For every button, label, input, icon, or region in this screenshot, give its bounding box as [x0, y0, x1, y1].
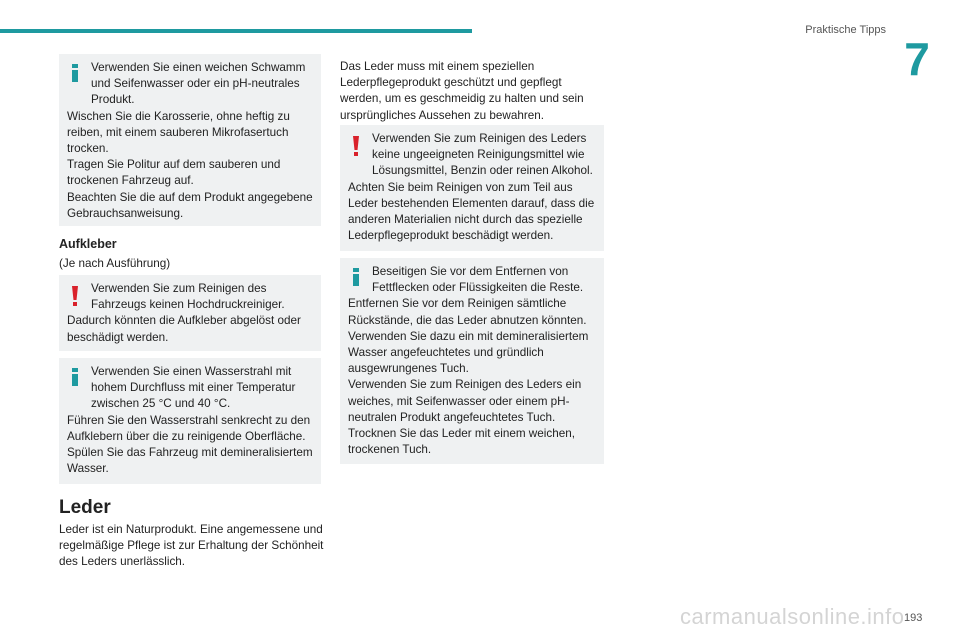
- info-box-line: Spülen Sie das Fahrzeug mit demineralisiertem Wasser.: [67, 446, 313, 476]
- info-box-lead: Verwenden Sie einen weichen Schwamm und Seifenwasser oder ein pH-neutrales Produkt.: [91, 61, 306, 107]
- warning-icon: [70, 286, 80, 306]
- info-box-line: Verwenden Sie dazu ein mit demineralisiertem Wasser angefeuchtetes und gründlich ausgewrungenes Tuch.: [348, 329, 589, 376]
- page-number: 193: [904, 612, 923, 624]
- info-box-water-jet: [59, 358, 321, 484]
- info-box-lead: Verwenden Sie einen Wasserstrahl mit hohem Durchfluss mit einer Temperatur zwischen 25 °C und 40 °C.: [91, 365, 296, 411]
- info-box-line: Verwenden Sie zum Reinigen des Leders ein weiches, mit Seifenwasser oder einem pH-neutralen Produkt angefeuchtetes Tuch.: [348, 378, 582, 424]
- warning-box-leather-cleaners: [340, 125, 604, 251]
- info-box-line: Trocknen Sie das Leder mit einem weichen, trockenen Tuch.: [348, 427, 575, 457]
- section-header-title: Praktische Tipps: [805, 24, 886, 36]
- info-box-lead: Beseitigen Sie vor dem Entfernen von Fettflecken oder Flüssigkeiten die Reste.: [372, 265, 584, 295]
- leder-intro-text: Leder ist ein Naturprodukt. Eine angemessene und regelmäßige Pflege ist zur Erhaltung der Schönheit des Leders unerlässlich.: [59, 523, 324, 569]
- warning-box-lead: Verwenden Sie zum Reinigen des Fahrzeugs keinen Hochdruckreiniger.: [91, 282, 285, 312]
- warning-box-lead: Verwenden Sie zum Reinigen des Leders keine ungeeigneten Reinigungsmittel wie Lösungsmittel, Benzin oder reinen Alkohol.: [372, 132, 593, 178]
- info-box-line: Entfernen Sie vor dem Reinigen sämtliche Rückstände, die das Leder abnutzen könnten.: [348, 297, 587, 327]
- info-box-stains: [340, 258, 604, 464]
- info-icon: [67, 368, 83, 386]
- leather-care-intro: Das Leder muss mit einem speziellen Lederpflegeprodukt geschützt und gepflegt werden, um es geschmeidig zu halten und sein ursprüngliches Aussehen zu bewahren.: [340, 60, 584, 122]
- info-box-line: Wischen Sie die Karosserie, ohne heftig zu reiben, mit einem sauberen Mikrofasertuch trocken.: [67, 109, 290, 156]
- aufkleber-heading: Aufkleber: [59, 237, 117, 251]
- info-icon: [67, 64, 83, 82]
- info-box-line: Tragen Sie Politur auf dem sauberen und trockenen Fahrzeug auf.: [67, 158, 281, 188]
- aufkleber-note: (Je nach Ausführung): [59, 257, 171, 270]
- info-box-sponge: [59, 54, 321, 226]
- info-box-line: Führen Sie den Wasserstrahl senkrecht zu den Aufklebern über die zu reinigende Oberfläche.: [67, 413, 311, 443]
- info-icon: [348, 268, 364, 286]
- leder-section-title: Leder: [59, 497, 111, 518]
- header-accent-bar: [0, 29, 472, 33]
- warning-box-line: Dadurch könnten die Aufkleber abgelöst oder beschädigt werden.: [67, 314, 301, 344]
- warning-box-pressure-washer: [59, 275, 321, 351]
- chapter-number: 7: [904, 33, 930, 85]
- warning-icon: [351, 136, 361, 156]
- warning-box-line: Achten Sie beim Reinigen von zum Teil aus Leder bestehenden Elementen darauf, dass die anderen Materialien nicht durch das spezielle Lederpflegeprodukt beschädigt werden.: [348, 180, 595, 243]
- info-box-line: Beachten Sie die auf dem Produkt angegebene Gebrauchsanweisung.: [67, 190, 313, 220]
- watermark: carmanualsonline.info: [680, 604, 905, 629]
